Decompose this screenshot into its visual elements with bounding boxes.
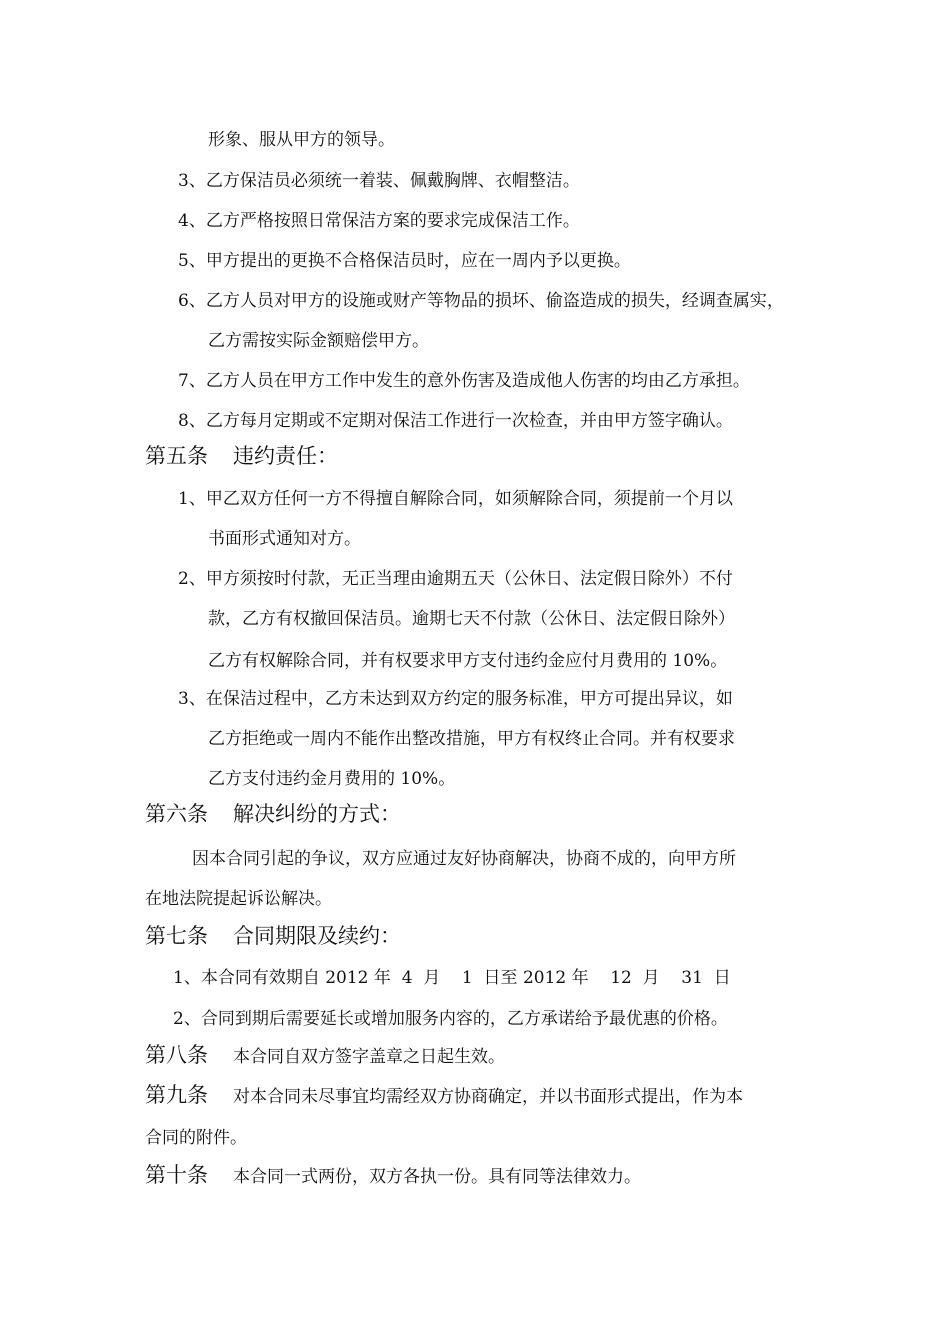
article-9 xyxy=(145,1082,743,1110)
article-6-label: 第六条 xyxy=(145,802,208,826)
article-7-heading xyxy=(145,923,401,949)
article-6-para-cont: 在地法院提起诉讼解决。 xyxy=(145,889,332,909)
article-5-clause-1: 1、甲乙双方任何一方不得擅自解除合同，如须解除合同，须提前一个月以 xyxy=(178,489,733,509)
clause-4: 4、乙方严格按照日常保洁方案的要求完成保洁工作。 xyxy=(178,211,580,231)
article-5-clause-2-cont2: 乙方有权解除合同，并有权要求甲方支付违约金应付月费用的 10%。 xyxy=(208,651,728,671)
article-7-label: 第七条 xyxy=(145,924,208,948)
clause-line: 形象、服从甲方的领导。 xyxy=(208,130,395,150)
article-5-heading xyxy=(145,443,338,469)
clause-3: 3、乙方保洁员必须统一着装、佩戴胸牌、衣帽整洁。 xyxy=(178,171,580,191)
article-10 xyxy=(145,1162,641,1190)
article-5-clause-3-cont2: 乙方支付违约金月费用的 10%。 xyxy=(208,769,456,789)
article-5-label: 第五条 xyxy=(145,444,208,468)
article-7-clause-1: 1、本合同有效期自 2012 年 4 月 1 日至 2012 年 12 月 31 日 xyxy=(173,968,731,988)
article-9-text: 对本合同未尽事宜均需经双方协商确定，并以书面形式提出，作为本 xyxy=(233,1087,743,1107)
article-7-clause-2: 2、合同到期后需要延长或增加服务内容的，乙方承诺给予最优惠的价格。 xyxy=(173,1009,728,1029)
article-9-cont: 合同的附件。 xyxy=(145,1128,247,1148)
article-5-clause-3-cont: 乙方拒绝或一周内不能作出整改措施，甲方有权终止合同。并有权要求 xyxy=(208,729,735,749)
article-10-label: 第十条 xyxy=(145,1163,208,1187)
article-6-title: 解决纠纷的方式： xyxy=(233,802,401,826)
article-5-clause-2-cont: 款，乙方有权撤回保洁员。逾期七天不付款（公休日、法定假日除外） xyxy=(208,609,735,629)
article-6-para: 因本合同引起的争议，双方应通过友好协商解决，协商不成的，向甲方所 xyxy=(192,849,736,869)
article-7-title: 合同期限及续约： xyxy=(233,924,401,948)
article-5-clause-1-cont: 书面形式通知对方。 xyxy=(208,529,361,549)
clause-8: 8、乙方每月定期或不定期对保洁工作进行一次检查，并由甲方签字确认。 xyxy=(178,411,733,431)
clause-7: 7、乙方人员在甲方工作中发生的意外伤害及造成他人伤害的均由乙方承担。 xyxy=(178,371,750,391)
clause-6-cont: 乙方需按实际金额赔偿甲方。 xyxy=(208,331,429,351)
clause-6: 6、乙方人员对甲方的设施或财产等物品的损坏、偷盗造成的损失，经调查属实， xyxy=(178,291,784,311)
article-8-text: 本合同自双方签字盖章之日起生效。 xyxy=(233,1047,505,1067)
article-5-clause-3: 3、在保洁过程中，乙方未达到双方约定的服务标准，甲方可提出异议，如 xyxy=(178,689,733,709)
clause-5: 5、甲方提出的更换不合格保洁员时，应在一周内予以更换。 xyxy=(178,251,631,271)
article-10-text: 本合同一式两份，双方各执一份。具有同等法律效力。 xyxy=(233,1167,641,1187)
article-8 xyxy=(145,1042,505,1070)
article-8-label: 第八条 xyxy=(145,1043,208,1067)
article-5-clause-2: 2、甲方须按时付款，无正当理由逾期五天（公休日、法定假日除外）不付 xyxy=(178,569,733,589)
article-9-label: 第九条 xyxy=(145,1083,208,1107)
article-5-title: 违约责任： xyxy=(233,444,338,468)
article-6-heading xyxy=(145,801,401,827)
